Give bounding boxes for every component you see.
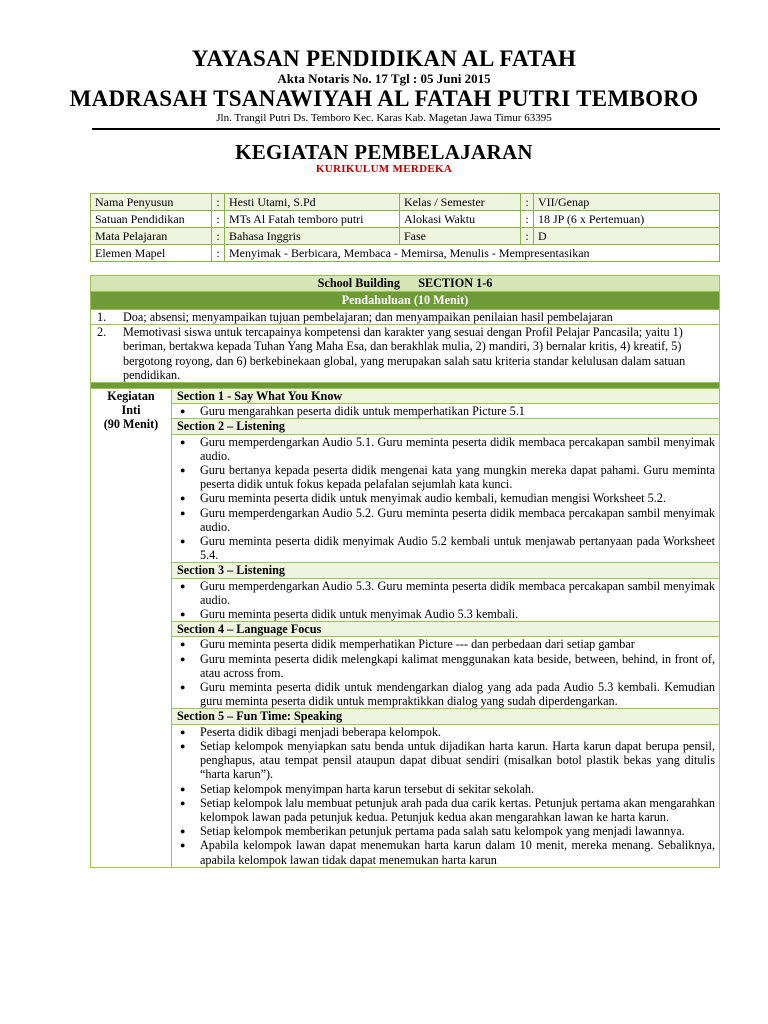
section-header-row	[91, 709, 720, 724]
info-table	[90, 193, 720, 262]
info-row	[91, 228, 720, 245]
info-colon: :	[521, 194, 534, 211]
section-body	[91, 724, 720, 867]
info-colon: :	[212, 194, 225, 211]
info-value: 18 JP (6 x Pertemuan)	[534, 211, 720, 228]
info-label: Satuan Pendidikan	[91, 211, 212, 228]
info-label: Fase	[400, 228, 521, 245]
info-colon: :	[212, 245, 225, 262]
bullet-list	[176, 637, 715, 708]
section-title: Section 1 - Say What You Know	[172, 389, 720, 404]
document-subtitle: KURIKULUM MERDEKA	[315, 163, 453, 175]
label-line: Inti	[121, 403, 141, 418]
info-colon: :	[212, 228, 225, 245]
pendahuluan-item	[91, 310, 720, 325]
notary-deed: Akta Notaris No. 17 Tgl : 05 Juni 2015	[277, 71, 491, 86]
section-header-row	[91, 419, 720, 434]
info-label: Elemen Mapel	[91, 245, 212, 262]
item-text: Memotivasi siswa untuk tercapainya kompetensi dan karakter yang sesuai dengan Profil Pelajar Pancasila; yaitu 1) beriman, bertakwa kepada Tuhan Yang Maha Esa, dan berakhlak mulia, 2) mandiri, 3) bernalar kritis, 4) kreatif, 5) bergotong royong, dan 6) berkebinekaan global, yang merupakan salah satu kriteria standar kelulusan dalam satuan pendidikan.	[123, 325, 686, 382]
pendahuluan-header-row	[91, 292, 720, 310]
section-body	[91, 578, 720, 622]
list-item: ● Peserta didik dibagi menjadi beberapa kelompok.	[200, 725, 715, 739]
bullet-list	[176, 435, 715, 563]
unit-section: SECTION 1-6	[418, 276, 493, 290]
info-label: Kelas / Semester	[400, 194, 521, 211]
item-number: 2.	[97, 325, 107, 340]
section-header-row	[91, 389, 720, 404]
info-label: Mata Pelajaran	[91, 228, 212, 245]
info-value: Hesti Utami, S.Pd	[225, 194, 400, 211]
info-row	[91, 194, 720, 211]
list-item: ● Guru meminta peserta didik memperhatikan Picture --- dan perbedaan dari setiap gambar	[200, 637, 715, 651]
info-label: Nama Penyusun	[91, 194, 212, 211]
item-number: 1.	[97, 310, 107, 324]
pendahuluan-title: Pendahuluan (10 Menit)	[91, 292, 720, 310]
label-line: (90 Menit)	[103, 417, 159, 432]
list-item: ● Guru meminta peserta didik untuk menyimak audio kembali, kemudian mengisi Worksheet 5.2.	[200, 491, 715, 505]
list-item: ● Guru memperdengarkan Audio 5.2. Guru meminta peserta didik membaca percakapan sambil menyimak audio.	[200, 506, 715, 534]
list-item: ● Guru meminta peserta didik untuk mendengarkan dialog yang ada pada Audio 5.3 kembali. Kemudian guru meminta peserta didik untuk mempraktikkan dialog yang sudah diperdengarkan.	[200, 680, 715, 708]
section-title: Section 4 – Language Focus	[172, 622, 720, 637]
info-value: Menyimak - Berbicara, Membaca - Memirsa, Menulis - Mempresentasikan	[225, 245, 720, 262]
label-line: Kegiatan	[107, 389, 155, 404]
list-item: ● Guru memperdengarkan Audio 5.1. Guru meminta peserta didik membaca percakapan sambil menyimak audio.	[200, 435, 715, 463]
list-item: ● Setiap kelompok menyiapkan satu benda untuk dijadikan harta karun. Harta karun dapat berupa pensil, penghapus, atau tempat pensil ataupun dapat dibuat sendiri (misalkan botol plastik bekas yang ditulis “harta karun”).	[200, 739, 715, 782]
item-text: Doa; absensi; menyampaikan tujuan pembelajaran; dan menyampaikan penilaian hasil pembelajaran	[123, 310, 613, 324]
activity-table	[90, 275, 720, 868]
section-title: Section 5 – Fun Time: Speaking	[172, 709, 720, 724]
header-divider	[92, 128, 720, 130]
info-value: VII/Genap	[534, 194, 720, 211]
info-value: MTs Al Fatah temboro putri	[225, 211, 400, 228]
school-name: MADRASAH TSANAWIYAH AL FATAH PUTRI TEMBORO	[69, 86, 699, 111]
list-item: ● Setiap kelompok menyimpan harta karun tersebut di sekitar sekolah.	[200, 782, 715, 796]
section-body	[91, 637, 720, 709]
info-row	[91, 245, 720, 262]
list-item: ● Guru meminta peserta didik menyimak Audio 5.2 kembali untuk menjawab pertanyaan pada Worksheet 5.4.	[200, 534, 715, 562]
bullet-list	[176, 579, 715, 622]
info-label: Alokasi Waktu	[400, 211, 521, 228]
list-item: ● Apabila kelompok lawan dapat menemukan harta karun dalam 10 menit, mereka menang. Sebaliknya, apabila kelompok lawan tidak dapat menemukan harta karun	[200, 838, 715, 866]
info-value: D	[534, 228, 720, 245]
foundation-name: YAYASAN PENDIDIKAN AL FATAH	[191, 46, 577, 71]
list-item: ● Guru mengarahkan peserta didik untuk memperhatikan Picture 5.1	[200, 404, 715, 418]
section-body	[91, 404, 720, 419]
pendahuluan-item	[91, 325, 720, 383]
info-row	[91, 211, 720, 228]
list-item: ● Setiap kelompok lalu membuat petunjuk arah pada dua carik kertas. Petunjuk pertama akan mengarahkan kelompok lawan pada petunjuk kedua. Petunjuk kedua akan mengarahkan lawan ke harta karun.	[200, 796, 715, 824]
list-item: ● Guru memperdengarkan Audio 5.3. Guru meminta peserta didik membaca percakapan sambil menyimak audio.	[200, 579, 715, 607]
info-value: Bahasa Inggris	[225, 228, 400, 245]
list-item: ● Guru bertanya kepada peserta didik mengenai kata yang mungkin mereka dapat pahami. Guru meminta peserta didik untuk fokus kepada pelafalan sejumlah kata kunci.	[200, 463, 715, 491]
section-body	[91, 434, 720, 563]
bullet-list	[176, 725, 715, 867]
list-item: ● Guru meminta peserta didik melengkapi kalimat menggunakan kata beside, between, behind, in front of, atau across from.	[200, 652, 715, 680]
info-colon: :	[212, 211, 225, 228]
section-header-row	[91, 622, 720, 637]
section-title: Section 3 – Listening	[172, 563, 720, 578]
unit-name: School Building	[317, 276, 400, 290]
school-address: Jln. Trangil Putri Ds. Temboro Kec. Karas Kab. Magetan Jawa Timur 63395	[216, 112, 552, 124]
list-item: ● Guru meminta peserta didik untuk menyimak Audio 5.3 kembali.	[200, 607, 715, 621]
section-header-row	[91, 563, 720, 578]
bullet-list	[176, 404, 715, 418]
section-title: Section 2 – Listening	[172, 419, 720, 434]
document-title: KEGIATAN PEMBELAJARAN	[235, 140, 533, 164]
list-item: ● Setiap kelompok memberikan petunjuk pertama pada salah satu kelompok yang menjadi lawannya.	[200, 824, 715, 838]
unit-header-row	[91, 276, 720, 292]
info-colon: :	[521, 211, 534, 228]
kegiatan-inti-label	[91, 389, 172, 868]
info-colon: :	[521, 228, 534, 245]
